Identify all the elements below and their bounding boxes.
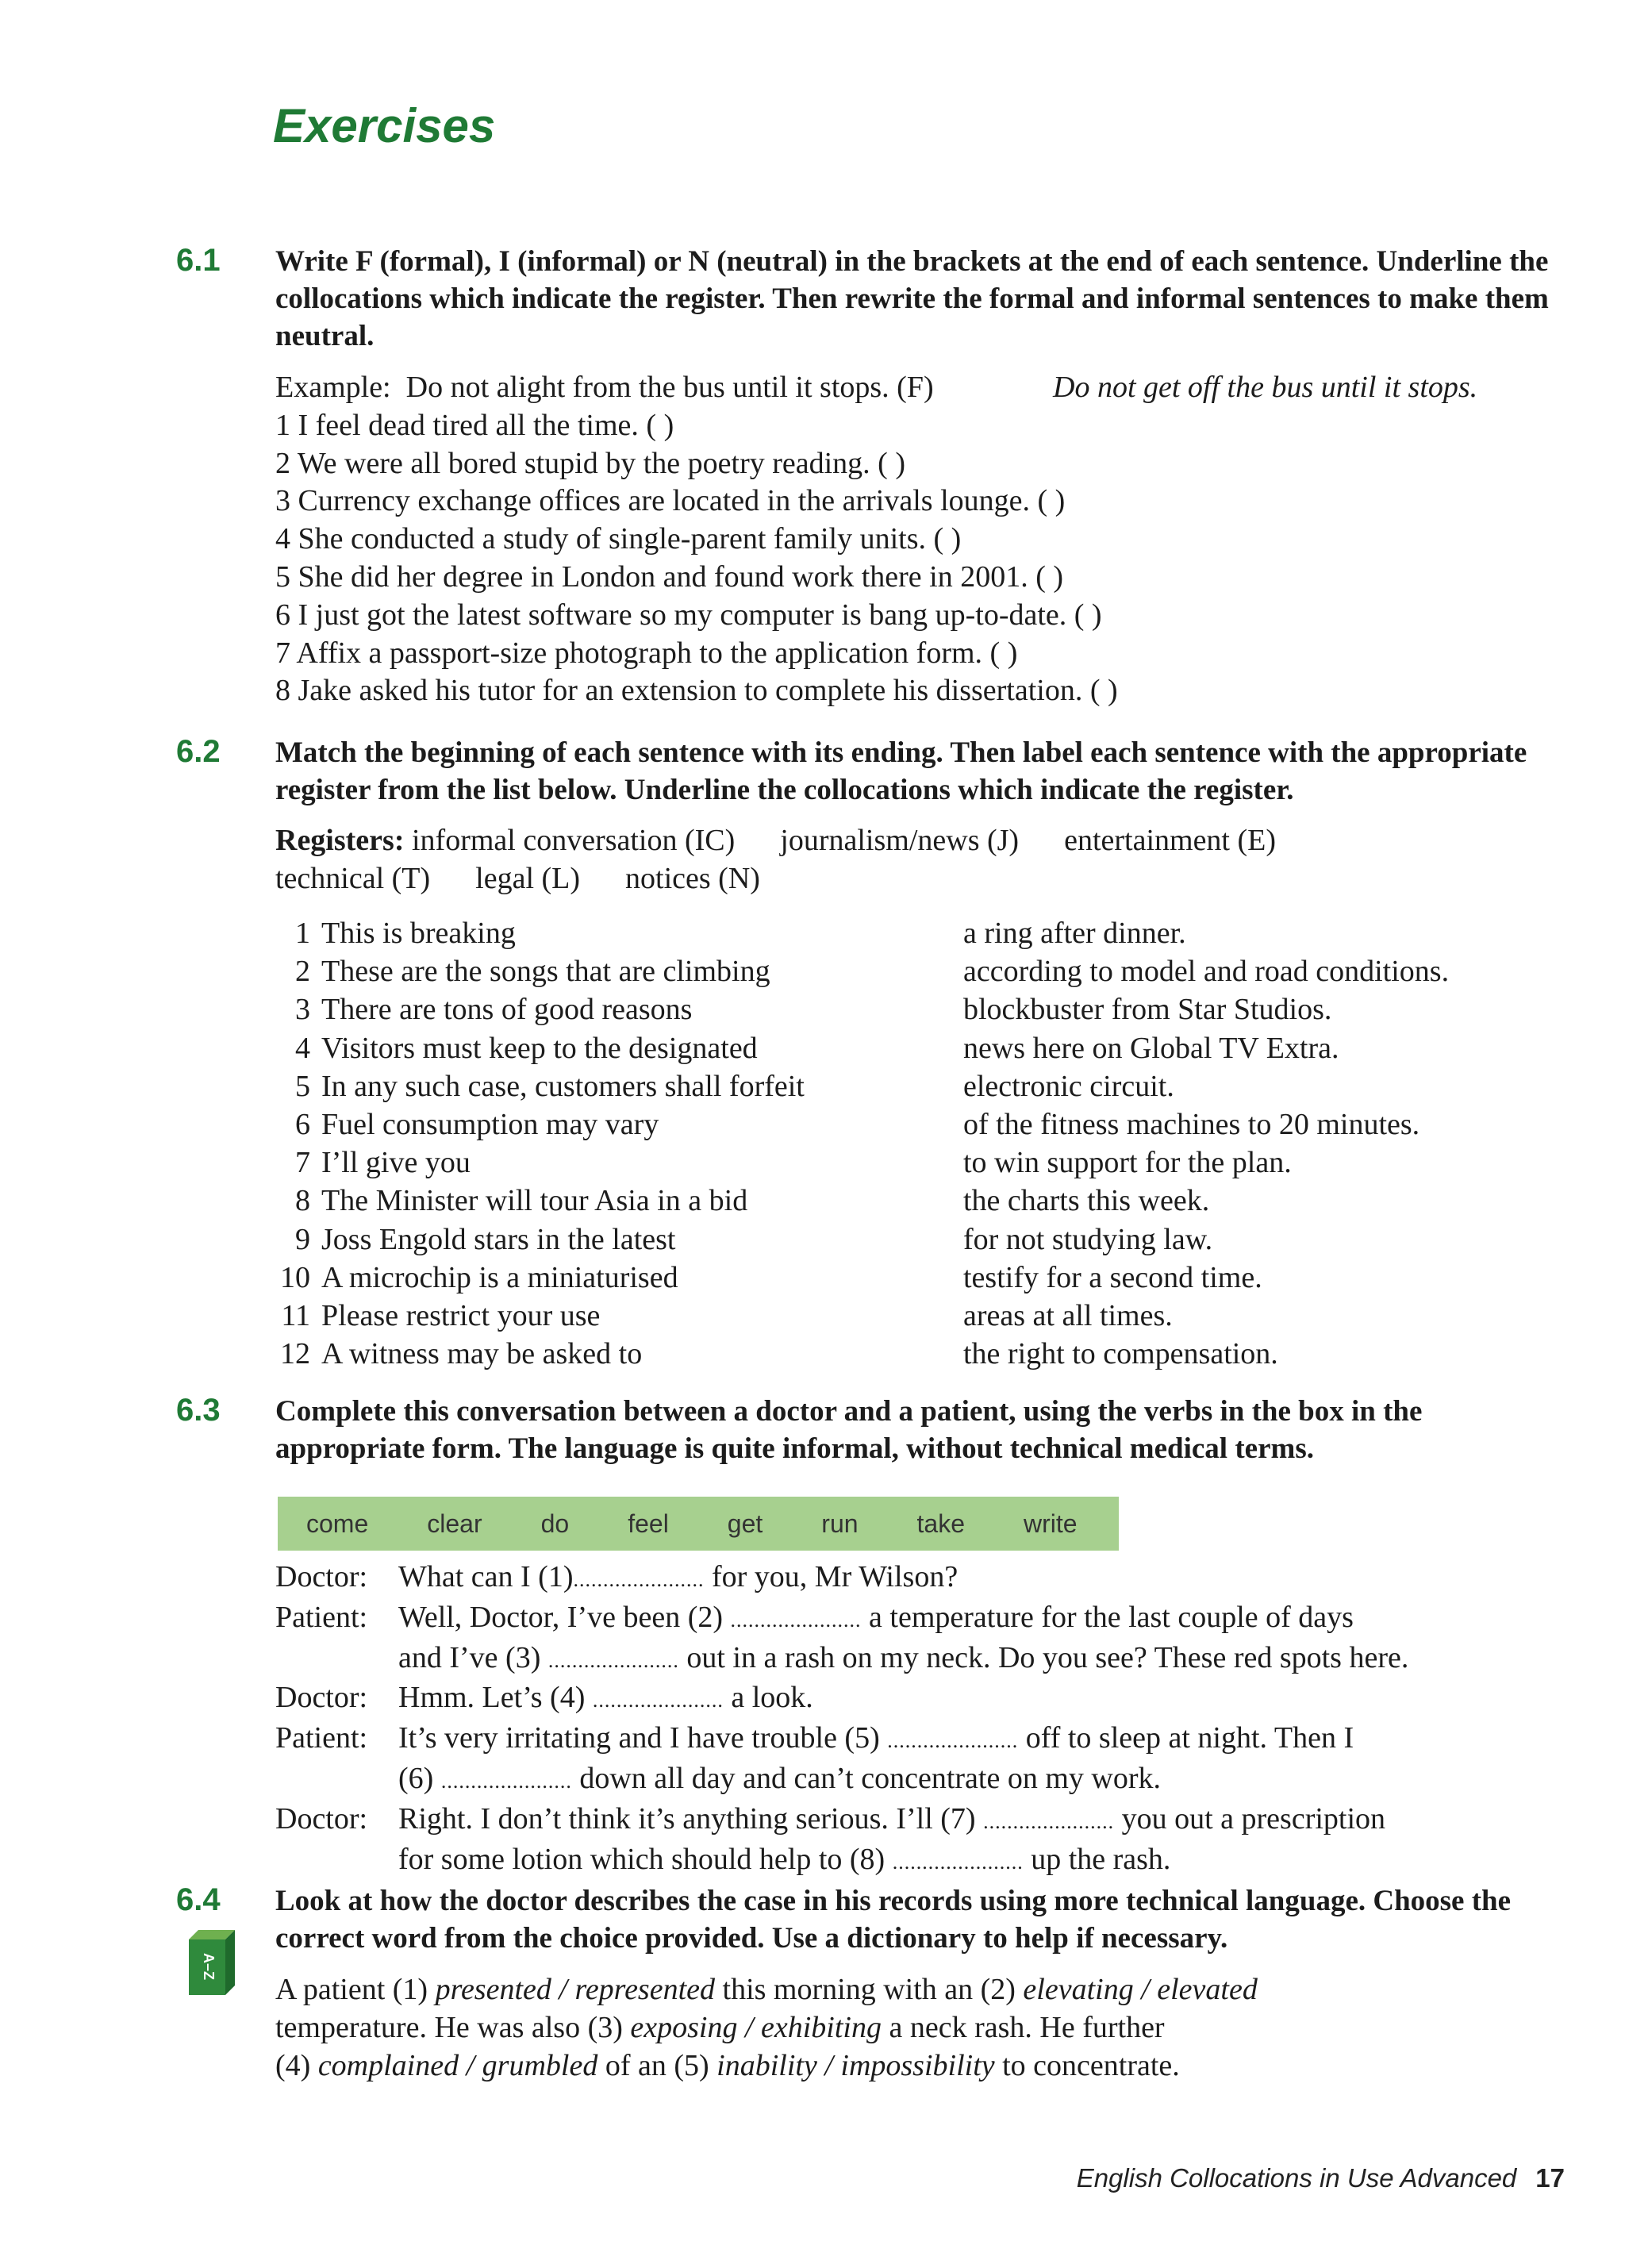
answer-blank: ......................	[983, 1809, 1115, 1833]
dialogue-line: Patient: Well, Doctor, I’ve been (2) ...................... a temperature for the last couple of days	[275, 1599, 1577, 1639]
speaker-label: Patient:	[275, 1721, 368, 1755]
dialogue-line: for some lotion which should help to (8) ...................... up the rash.	[398, 1842, 1171, 1876]
exercise-6-4-text: A patient (1) presented / represented this morning with an (2) elevating / elevated temperature. He was also (3) exposing / exhibiting a neck rash. He further (4) complained / grumbled of an (5) inability / impossibility to concentrate.	[275, 1973, 1258, 2082]
list-item: 10 A microchip is a miniaturised	[280, 1260, 678, 1294]
verb-box	[278, 1497, 1119, 1551]
dialogue-line: Doctor: Hmm. Let’s (4) ...................... a look.	[275, 1679, 1577, 1720]
list-item: 1 I feel dead tired all the time. ( )	[275, 408, 674, 442]
list-item: testify for a second time.	[963, 1260, 1262, 1294]
verb-word: run	[821, 1509, 859, 1538]
list-item: 9 Joss Engold stars in the latest	[295, 1222, 676, 1256]
exercise-6-4-instruction: Look at how the doctor describes the case in his records using more technical language. Choose the correct word from the choice provided. Use a dictionary to help if necessary.	[275, 1885, 1512, 1955]
list-item: 5 In any such case, customers shall forfeit	[295, 1069, 805, 1103]
speaker-label: Doctor:	[275, 1681, 368, 1715]
list-item: 5 She did her degree in London and found work there in 2001. ( )	[275, 559, 1064, 594]
list-item: 12 A witness may be asked to	[280, 1337, 643, 1371]
list-item: of the fitness machines to 20 minutes.	[963, 1108, 1420, 1142]
exercise-number-6-3: 6.3	[176, 1393, 221, 1428]
list-item: 2 We were all bored stupid by the poetry reading. ( )	[275, 446, 905, 480]
example-label: Example:	[275, 371, 391, 404]
speaker-label: Patient:	[275, 1600, 368, 1634]
choice-pair: exposing / exhibiting	[630, 2010, 882, 2044]
list-item: 11 Please restrict your use	[281, 1299, 601, 1333]
exercise-number-6-1: 6.1	[176, 243, 221, 278]
verb-word: feel	[628, 1509, 669, 1538]
list-item: 1 This is breaking	[295, 917, 516, 950]
answer-blank: ......................	[440, 1769, 572, 1793]
list-item: for not studying law.	[963, 1222, 1213, 1256]
exercise-number-6-2: 6.2	[176, 734, 221, 769]
dictionary-book-icon	[187, 1928, 236, 1997]
speaker-label: Doctor:	[275, 1560, 368, 1593]
dialogue-line: Patient: It’s very irritating and I have trouble (5) ...................... off to sleep at night. Then I	[275, 1720, 1577, 1760]
page-title: Exercises	[273, 99, 496, 152]
dialogue-line: (6) ...................... down all day and can’t concentrate on my work.	[398, 1761, 1161, 1795]
list-item: 6 Fuel consumption may vary	[295, 1108, 659, 1142]
list-item: 2 These are the songs that are climbing	[295, 955, 770, 989]
verb-word: clear	[427, 1509, 482, 1538]
doctor-patient-dialogue	[275, 1559, 1577, 1881]
registers-label: Registers:	[275, 824, 405, 857]
answer-blank: ......................	[887, 1729, 1019, 1753]
verb-word: do	[540, 1509, 570, 1538]
list-item: the right to compensation.	[963, 1337, 1278, 1371]
dialogue-line: and I’ve (3) ...................... out in a rash on my neck. Do you see? These red spots here.	[398, 1640, 1409, 1674]
list-item: 8 Jake asked his tutor for an extension to complete his dissertation. ( )	[275, 674, 1118, 708]
exercise-6-2-instruction: Match the beginning of each sentence with its ending. Then label each sentence with the appropriate register from the list below. Underline the collocations which indicate the register.	[275, 736, 1527, 806]
example-answer: Do not get off the bus until it stops.	[1053, 371, 1478, 404]
list-item: to win support for the plan.	[963, 1146, 1292, 1180]
answer-blank: ......................	[547, 1648, 679, 1672]
choice-pair: presented / represented	[435, 1973, 716, 2006]
list-item: blockbuster from Star Studios.	[963, 993, 1332, 1027]
dialogue-line: Doctor: What can I (1)...................... for you, Mr Wilson?	[275, 1559, 1577, 1599]
book-title: English Collocations in Use Advanced	[1076, 2163, 1517, 2193]
answer-blank: ......................	[573, 1568, 705, 1591]
page-number: 17	[1535, 2163, 1565, 2193]
answer-blank: ......................	[730, 1608, 862, 1632]
exercise-6-1-body	[275, 369, 1577, 710]
registers-line-1: informal conversation (IC) journalism/news (J) entertainment (E)	[411, 824, 1277, 857]
choice-pair: complained / grumbled	[317, 2048, 598, 2082]
list-item: 3 There are tons of good reasons	[295, 993, 693, 1027]
list-item: a ring after dinner.	[963, 917, 1186, 950]
list-item: electronic circuit.	[963, 1069, 1174, 1103]
exercise-number-6-4: 6.4	[176, 1882, 221, 1917]
sentence-endings	[963, 914, 1598, 1373]
page-footer	[1077, 2163, 1565, 2193]
exercise-6-3-instruction: Complete this conversation between a doctor and a patient, using the verbs in the box in the appropriate form. The language is quite informal, without technical medical terms.	[275, 1395, 1423, 1465]
list-item: 4 She conducted a study of single-parent family units. ( )	[275, 522, 962, 556]
verb-word: take	[916, 1509, 966, 1538]
list-item: areas at all times.	[963, 1299, 1173, 1333]
registers-line-2: technical (T) legal (L) notices (N)	[275, 861, 760, 895]
verb-word: write	[1024, 1509, 1078, 1538]
exercise-6-1-instruction: Write F (formal), I (informal) or N (neutral) in the brackets at the end of each sentence. Underline the collocations which indicate the register. Then rewrite the formal and informal sentences to make them neutral.	[275, 245, 1549, 352]
registers-list	[275, 822, 1577, 898]
list-item: according to model and road conditions.	[963, 955, 1450, 989]
answer-blank: ......................	[892, 1850, 1024, 1874]
dialogue-line: Doctor: Right. I don’t think it’s anything serious. I’ll (7) ...................... you out a prescription	[275, 1801, 1577, 1841]
choice-pair: elevating / elevated	[1023, 1973, 1258, 2006]
answer-blank: ......................	[592, 1689, 724, 1713]
example-line	[275, 369, 1577, 407]
choice-pair: inability / impossibility	[716, 2048, 995, 2082]
dictionary-icon-label: A–Z	[201, 1952, 217, 1981]
sentence-beginnings	[275, 914, 910, 1373]
verb-word: get	[727, 1509, 763, 1538]
list-item: 4 Visitors must keep to the designated	[295, 1031, 758, 1065]
list-item: 7 Affix a passport-size photograph to the application form. ( )	[275, 636, 1018, 670]
list-item: 7 I’ll give you	[295, 1146, 471, 1180]
verb-word: come	[306, 1509, 369, 1538]
list-item: the charts this week.	[963, 1184, 1210, 1218]
list-item: 6 I just got the latest software so my computer is bang up-to-date. ( )	[275, 598, 1102, 632]
example-sentence: Do not alight from the bus until it stops. (F)	[405, 371, 934, 404]
list-item: 8 The Minister will tour Asia in a bid	[295, 1184, 748, 1218]
list-item: 3 Currency exchange offices are located in the arrivals lounge. ( )	[275, 484, 1066, 518]
list-item: news here on Global TV Extra.	[963, 1031, 1339, 1065]
speaker-label: Doctor:	[275, 1801, 368, 1836]
